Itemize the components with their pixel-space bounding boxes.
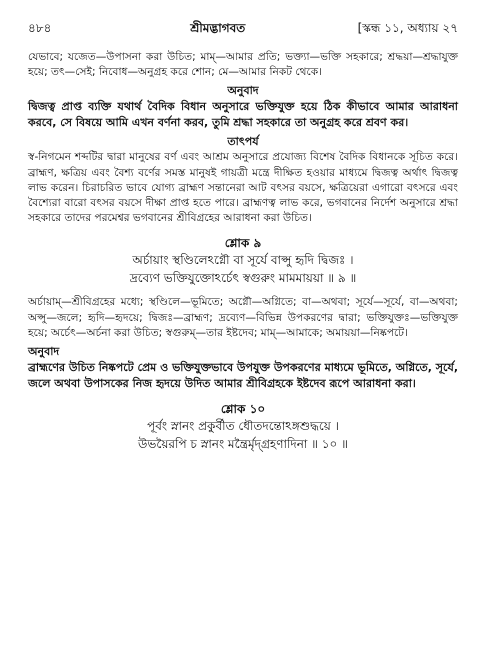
verse-9-translation-heading: অনুবাদ [28,345,60,359]
purport-text: স্ব-নিগমেন শব্দটির দ্বারা মানুষের বর্ণ এবং আশ্রম অনুসারে প্রযোজ্য বিশেষ বৈদিক বিধানকে সূচিত করে। ব্রাহ্মণ, ক্ষত্রিয় এবং বৈশ্য বর্ণের সমস্ত মানুষই গায়ত্রী মন্ত্রে দীক্ষিত হওয়ার মাধ্যমে দ্বিজত্ব অর্থাৎ দ্বিজত্ব লাভ করেন। চিরাচরিত ভাবে যোগ্য ব্রাহ্মণ সন্তানেরা আট বৎসর বয়সে, ক্ষত্রিয়েরা এগারো বৎসরে এবং বৈশ্যেরা বারো বৎসর বয়সে দীক্ষা প্রাপ্ত হতে পারে। ব্রাহ্মণত্ব লাভ করে, ভগবানের নির্দেশ অনুসারে শ্রদ্ধা সহকারে তাদের পরমেশ্বর ভগবানের শ্রীবিগ্রহের আরাধনা করা উচিত। [28,151,458,225]
page-number: ৪৮৪ [28,21,52,35]
verse-10-heading: শ্লোক ১০ [220,402,266,417]
verse-9-heading: শ্লোক ৯ [224,236,262,251]
verse-9-line-2: দ্রব্যেণ ভক্তিযুক্তোঽর্চেৎ স্বগুরুং মামমায়য়া ॥ ৯ ॥ [129,271,357,286]
canto-chapter-label: [স্কন্ধ ১১, অধ্যায় ২৭ [357,21,458,35]
book-title: শ্রীমদ্ভাগবত [190,21,246,35]
word-meanings-previous: যেভাবে; যজেত—উপাসনা করা উচিত; মাম্—আমার প্রতি; ভক্ত্যা—ভক্তি সহকারে; শ্রদ্ধয়া—শ্রদ্ধাযুক্ত হয়ে; তৎ—সেই; নিবোধ—অনুগ্রহ করে শোন; মে—আমার নিকট থেকে। [28,51,458,79]
book-page [28,20,458,461]
verse-10-sanskrit [28,417,458,453]
translation-previous: দ্বিজত্ব প্রাপ্ত ব্যক্তি যথার্থ বৈদিক বিধান অনুসারে ভক্তিযুক্ত হয়ে ঠিক কীভাবে আমার আরাধনা করবে, সে বিষয়ে আমি এখন বর্ণনা করব, তুমি শ্রদ্ধা সহকারে তা অনুগ্রহ করে শ্রবণ কর। [28,100,458,130]
verse-10-line-1: পূর্বং স্নানং প্রকুর্বীত ধৌতদন্তোঽঙ্গশুদ্ধয়ে । [147,419,339,434]
verse-9-line-1: অর্চায়াং স্থণ্ডিলেঽগ্নৌ বা সূর্যে বাপ্সু হৃদি দ্বিজঃ । [132,253,354,268]
translation-heading: অনুবাদ [227,84,259,98]
page-header [28,20,458,38]
purport-heading: তাৎপর্য [227,135,259,149]
verse-9-word-meanings: অর্চায়াম্—শ্রীবিগ্রহের মধ্যে; স্থণ্ডিলে—ভূমিতে; অগ্নৌ—অগ্নিতে; বা—অথবা; সূর্যে—সূর্যে, বা—অথবা; অপ্সু—জলে; হৃদি—হৃদয়ে; দ্বিজঃ—ব্রাহ্মণ; দ্রব্যেণ—বিভিন্ন উপকরণের দ্বারা; ভক্তিযুক্তঃ—ভক্তিযুক্ত হয়ে; অর্চেৎ—অর্চনা করা উচিত; স্বগুরুম্—তার ইষ্টদেব; মাম্—আমাকে; অমায়য়া—নিষ্কপটে। [28,296,458,339]
verse-9-sanskrit [28,251,458,287]
verse-10-line-2: উভয়ৈরপি চ স্নানং মন্ত্রৈর্মৃদ্‌গ্রহণাদিনা ॥ ১০ ॥ [138,437,348,452]
verse-9-translation: ব্রাহ্মণের উচিত নিষ্কপটে প্রেম ও ভক্তিযুক্তভাবে উপযুক্ত উপকরণের মাধ্যমে ভূমিতে, অগ্নিতে, সূর্যে, জলে অথবা উপাসকের নিজ হৃদয়ে উদিত আমার শ্রীবিগ্রহকে ইষ্টদেব রূপে আরাধনা করা। [28,361,458,391]
